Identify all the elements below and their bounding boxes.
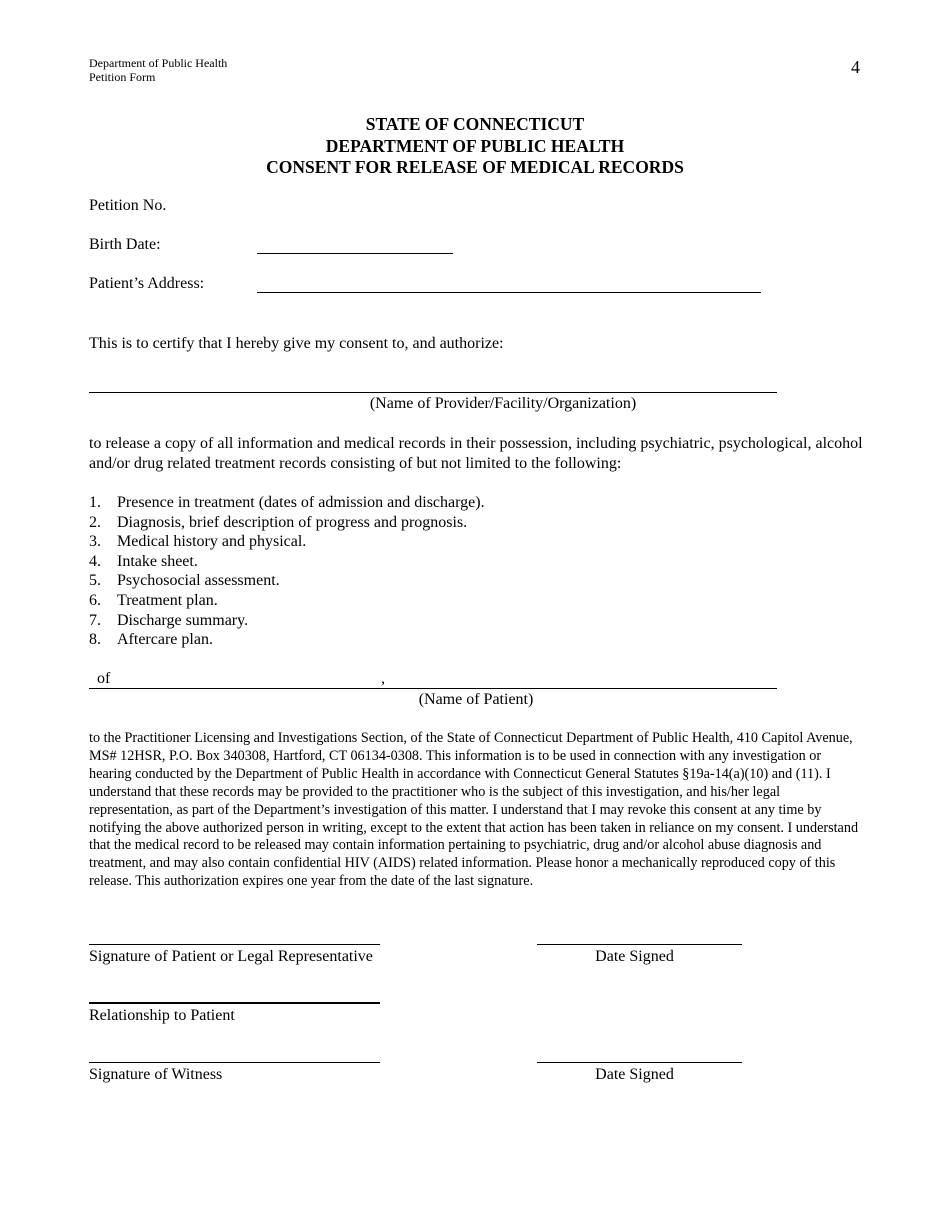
- certify-statement: This is to certify that I hereby give my consent to, and authorize:: [89, 335, 504, 352]
- patient-name-caption: (Name of Patient): [418, 691, 534, 708]
- header-department: Department of Public Health: [89, 56, 228, 70]
- list-item: 5. Psychosocial assessment.: [89, 572, 280, 590]
- document-header: [89, 56, 227, 84]
- of-label: of: [97, 670, 111, 687]
- title-department: DEPARTMENT OF PUBLIC HEALTH: [325, 135, 625, 156]
- provider-name-field[interactable]: [89, 392, 777, 393]
- patient-address-field[interactable]: [257, 292, 761, 293]
- comma-mark: ,: [381, 670, 385, 687]
- title-consent: CONSENT FOR RELEASE OF MEDICAL RECORDS: [266, 157, 684, 177]
- witness-signature-field[interactable]: [89, 1062, 380, 1063]
- title-state: STATE OF CONNECTICUT: [365, 114, 585, 134]
- list-item: 4. Intake sheet.: [89, 552, 198, 570]
- list-item: 6. Treatment plan.: [89, 591, 218, 609]
- page-number: 4: [851, 57, 860, 77]
- birth-date-field[interactable]: [257, 253, 453, 254]
- form-title-block: [0, 114, 950, 179]
- release-statement: to release a copy of all information and medical records in their possession, including psychiatric, psychological, alcohol and/or drug related treatment records consisting of but not limited to the following:: [89, 435, 863, 472]
- petition-no-label: Petition No.: [89, 197, 167, 214]
- list-item: 8. Aftercare plan.: [89, 631, 213, 649]
- patient-signature-field[interactable]: [89, 944, 380, 945]
- witness-signature-label: Signature of Witness: [89, 1066, 223, 1083]
- records-list: [89, 493, 485, 650]
- date-signed-label-1: Date Signed: [595, 948, 674, 965]
- patient-name-field[interactable]: [89, 688, 777, 689]
- list-item: 1. Presence in treatment (dates of admission and discharge).: [89, 494, 485, 511]
- list-item: 2. Diagnosis, brief description of progress and prognosis.: [89, 513, 468, 531]
- legal-statement: to the Practitioner Licensing and Investigations Section, of the State of Connecticut Department of Public Health, 410 Capitol Avenue, MS# 12HSR, P.O. Box 340308, Hartford, CT 06134-0308. This information is to be used in connection with any investigation or hearing conducted by the Department of Public Health in accordance with Connecticut General Statutes §19a-14(a)(10) and (11). I understand that these records may be provided to the practitioner who is the subject of this investigation, and his/her legal representation, as part of the Department’s investigation of this matter. I understand that I may revoke this consent at any time by notifying the above authorized person in writing, except to the extent that action has been taken in reliance on my consent. I understand that the medical record to be released may contain information pertaining to psychiatric, drug and/or alcohol abuse diagnosis and treatment, and may also contain confidential HIV (AIDS) related information. Please honor a mechanically reproduced copy of this release. This authorization expires one year from the date of the last signature.: [89, 730, 859, 890]
- patient-signature-label: Signature of Patient or Legal Representative: [89, 948, 373, 965]
- patient-address-label: Patient’s Address:: [89, 275, 205, 292]
- header-form-name: Petition Form: [89, 70, 156, 84]
- provider-caption: (Name of Provider/Facility/Organization): [369, 395, 637, 412]
- list-item: 3. Medical history and physical.: [89, 533, 307, 551]
- date-signed-field-1[interactable]: [537, 944, 742, 945]
- list-item: 7. Discharge summary.: [89, 611, 249, 629]
- relationship-label: Relationship to Patient: [89, 1007, 235, 1024]
- date-signed-label-2: Date Signed: [595, 1066, 674, 1083]
- birth-date-label: Birth Date:: [89, 236, 161, 253]
- relationship-field[interactable]: [89, 1002, 380, 1004]
- date-signed-field-2[interactable]: [537, 1062, 742, 1063]
